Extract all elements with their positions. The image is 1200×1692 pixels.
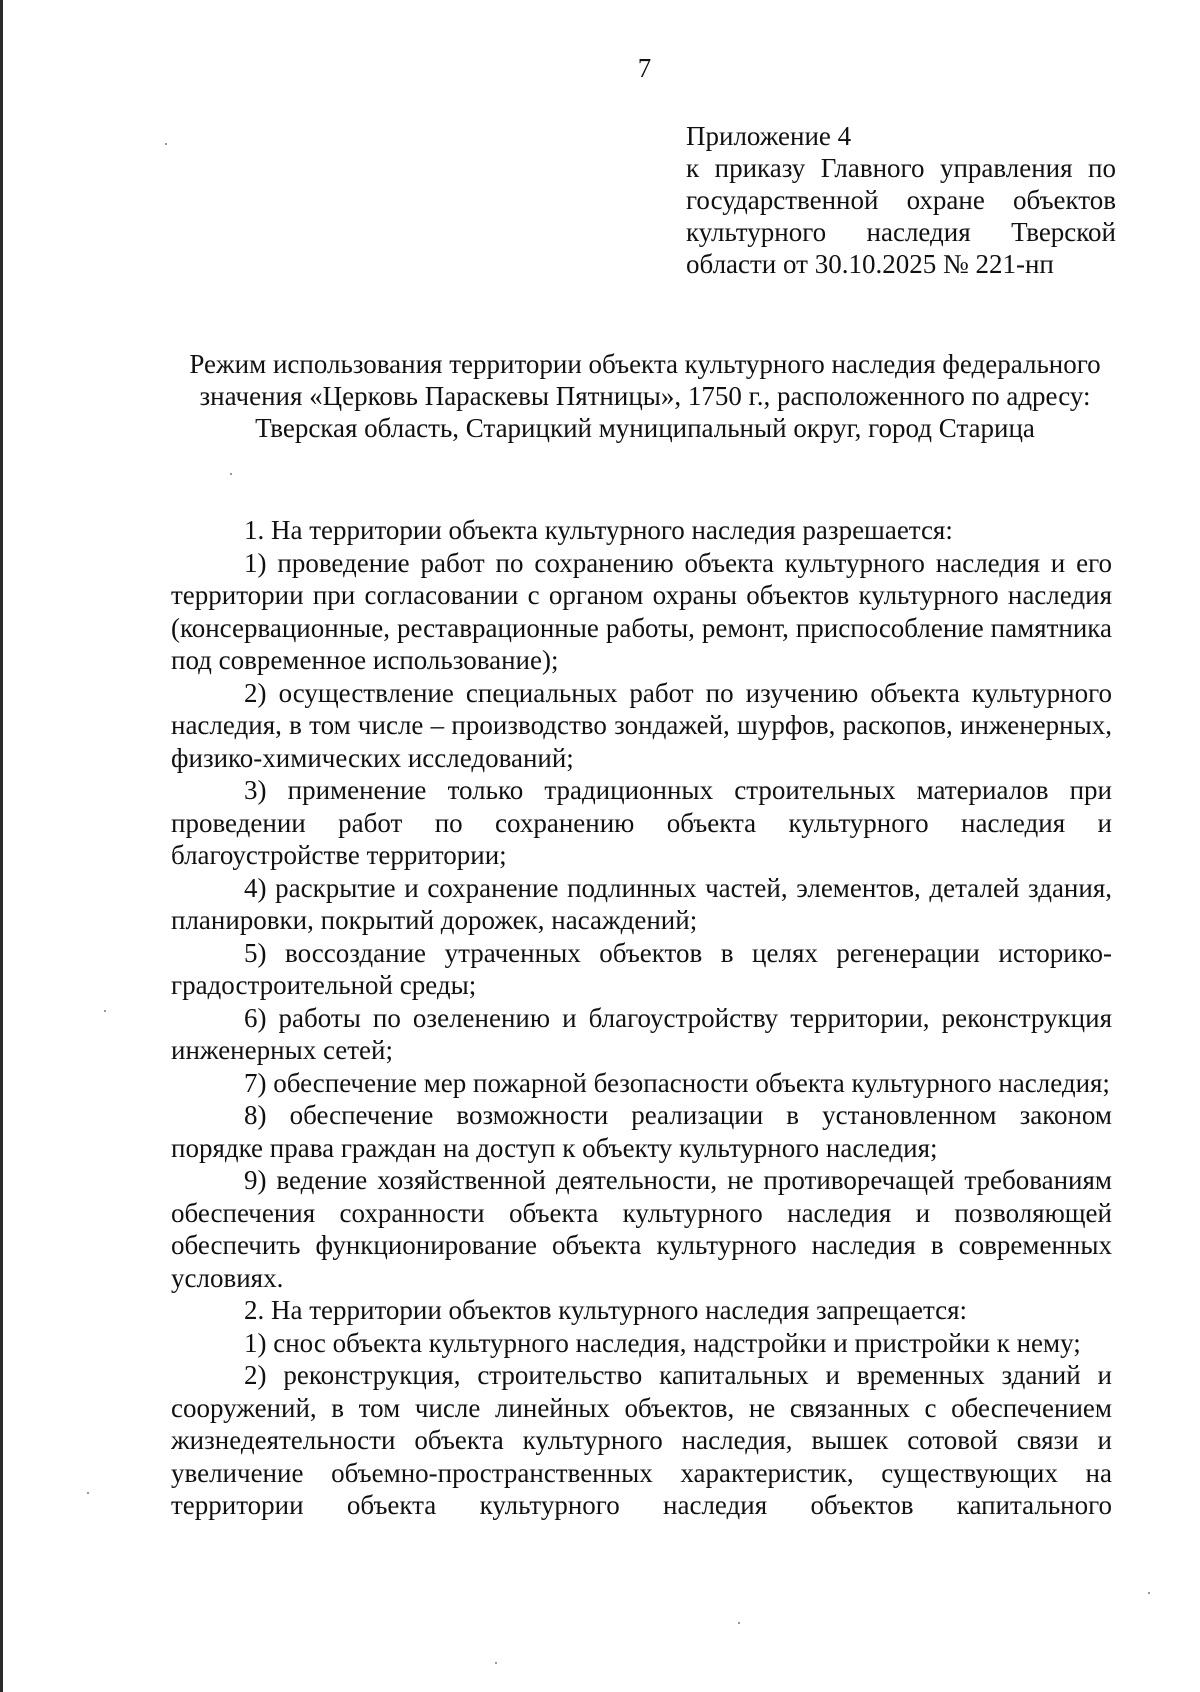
- allowed-heading: 1. На территории объекта культурного наследия разрешается:: [244, 515, 953, 545]
- allowed-item: 6) работы по озеленению и благоустройству территории, реконструкция инженерных сетей;: [171, 1002, 1112, 1065]
- annex-reference: к приказу Главного управления по государственной охране объектов культурного наследия Тверской области от 30.10.2025 № 221-нп: [686, 153, 1116, 279]
- scan-speck: [87, 1492, 89, 1494]
- document-title: Режим использования территории объекта культурного наследия федерального значения «Церковь Параскевы Пятницы», 1750 г., расположенного по адресу: Тверская область, Старицкий муниципальный округ, город Старица: [189, 349, 1101, 443]
- allowed-item: 4) раскрытие и сохранение подлинных частей, элементов, деталей здания, планировки, покрытий дорожек, насаждений;: [171, 872, 1112, 935]
- allowed-item: 7) обеспечение мер пожарной безопасности объекта культурного наследия;: [244, 1067, 1110, 1098]
- page-number: 7: [637, 53, 652, 83]
- scan-speck: [104, 1010, 106, 1012]
- allowed-item: 5) воссоздание утраченных объектов в целях регенерации историко-градостроительной среды;: [171, 937, 1112, 1000]
- document-body: [171, 514, 1112, 1522]
- scan-speck: [165, 143, 167, 145]
- annex-title: Приложение 4: [686, 121, 852, 151]
- prohibited-item: 1) снос объекта культурного наследия, надстройки и пристройки к нему;: [244, 1327, 1081, 1358]
- prohibited-heading: 2. На территории объектов культурного наследия запрещается:: [244, 1295, 968, 1325]
- scan-speck: [230, 473, 232, 475]
- allowed-item: 3) применение только традиционных строительных материалов при проведении работ по сохранению объекта культурного наследия и благоустройстве территории;: [171, 775, 1112, 870]
- allowed-item: 2) осуществление специальных работ по изучению объекта культурного наследия, в том числе – производство зондажей, шурфов, раскопов, инженерных, физико-химических исследований;: [171, 677, 1112, 773]
- prohibited-item: 2) реконструкция, строительство капитальных и временных зданий и сооружений, в том числе линейных объектов, не связанных с обеспечением жизнедеятельности объекта культурного наследия, вышек сотовой связи и увеличение объемно-пространственных характеристик, существующих на территории объекта культурного наследия объектов капитального: [171, 1360, 1112, 1520]
- allowed-item: 8) обеспечение возможности реализации в установленном законом порядке права граждан на доступ к объекту культурного наследия;: [171, 1100, 1112, 1163]
- allowed-item: 1) проведение работ по сохранению объекта культурного наследия и его территории при согласовании с органом охраны объектов культурного наследия (консервационные, реставрационные работы, ремонт, приспособление памятника под современное использование);: [171, 547, 1112, 675]
- allowed-item: 9) ведение хозяйственной деятельности, не противоречащей требованиям обеспечения сохранности объекта культурного наследия и позволяющей обеспечить функционирование объекта культурного наследия в современных условиях.: [171, 1165, 1112, 1293]
- scan-left-edge: [0, 0, 3, 1692]
- scan-speck: [1148, 1592, 1150, 1594]
- annex-header: [686, 120, 1116, 280]
- scan-speck: [495, 1662, 497, 1664]
- scan-speck: [738, 1622, 740, 1624]
